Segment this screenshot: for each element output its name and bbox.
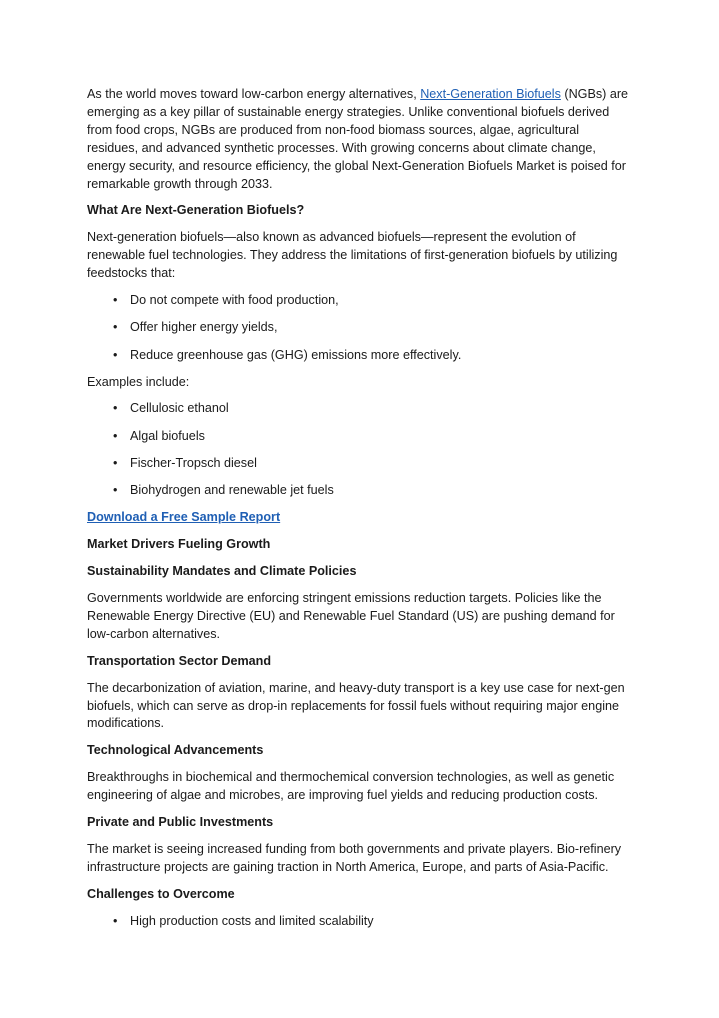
intro-text-end: (NGBs) are emerging as a key pillar of sustainable energy strategies. Unlike conventional biofuels derived from food crops, NGBs are produced from non-food biomass sources, algae, agricultural residues, and advanced synthetic processes. With growing concerns about climate change, energy security, and resource efficiency, the global Next-Generation Biofuels Market is poised for remarkable growth through 2033. <box>87 87 629 191</box>
bullet-icon: • <box>113 428 118 443</box>
technology-heading: Technological Advancements <box>87 743 264 758</box>
bullet-icon: • <box>113 913 118 928</box>
list-item-text: High production costs and limited scalability <box>130 913 374 928</box>
list-item-text: Fischer-Tropsch diesel <box>130 456 257 471</box>
investments-heading: Private and Public Investments <box>87 815 274 830</box>
market-drivers-heading: Market Drivers Fueling Growth <box>87 537 271 552</box>
intro-text-start: As the world moves toward low-carbon energy alternatives, <box>87 87 421 101</box>
transportation-heading: Transportation Sector Demand <box>87 653 272 668</box>
list-item <box>87 347 632 365</box>
bullet-icon: • <box>113 401 118 416</box>
investments-paragraph: The market is seeing increased funding from both governments and private players. Bio-refinery infrastructure projects are gaining traction in North America, Europe, and parts of Asia-Pacific. <box>87 841 622 874</box>
bullet-icon: • <box>113 293 118 308</box>
sustainability-heading: Sustainability Mandates and Climate Policies <box>87 564 357 579</box>
what-are-paragraph: Next-generation biofuels—also known as advanced biofuels—represent the evolution of renewable fuel technologies. They address the limitations of first-generation biofuels by utilizing feedstocks that: <box>87 230 618 281</box>
list-item <box>87 455 632 473</box>
technology-paragraph: Breakthroughs in biochemical and thermochemical conversion technologies, as well as genetic engineering of algae and microbes, are improving fuel yields and reducing production costs. <box>87 770 615 803</box>
challenges-bullet-list <box>87 913 632 931</box>
sustainability-paragraph: Governments worldwide are enforcing stringent emissions reduction targets. Policies like the Renewable Energy Directive (EU) and Renewable Fuel Standard (US) are pushing demand for low-carbon alternatives. <box>87 590 615 641</box>
feedstock-bullet-list <box>87 292 632 365</box>
bullet-icon: • <box>113 456 118 471</box>
list-item <box>87 482 632 500</box>
next-generation-biofuels-link[interactable]: Next-Generation Biofuels <box>420 87 561 101</box>
download-paragraph <box>87 509 632 527</box>
list-item-text: Offer higher energy yields, <box>130 320 278 335</box>
bullet-icon: • <box>113 347 118 362</box>
bullet-icon: • <box>113 483 118 498</box>
bullet-icon: • <box>113 320 118 335</box>
list-item <box>87 292 632 310</box>
list-item <box>87 400 632 418</box>
list-item <box>87 319 632 337</box>
list-item <box>87 428 632 446</box>
intro-paragraph <box>87 86 632 193</box>
examples-intro: Examples include: <box>87 374 190 389</box>
what-are-heading: What Are Next-Generation Biofuels? <box>87 203 305 218</box>
list-item-text: Biohydrogen and renewable jet fuels <box>130 483 334 498</box>
list-item-text: Cellulosic ethanol <box>130 401 229 416</box>
list-item <box>87 913 632 931</box>
document-page <box>87 86 632 940</box>
list-item-text: Algal biofuels <box>130 428 205 443</box>
list-item-text: Do not compete with food production, <box>130 293 339 308</box>
examples-bullet-list <box>87 400 632 500</box>
download-sample-report-link[interactable]: Download a Free Sample Report <box>87 510 281 525</box>
challenges-heading: Challenges to Overcome <box>87 886 235 901</box>
list-item-text: Reduce greenhouse gas (GHG) emissions more effectively. <box>130 347 462 362</box>
transportation-paragraph: The decarbonization of aviation, marine, and heavy-duty transport is a key use case for next-gen biofuels, which can serve as drop-in replacements for fossil fuels without requiring major engine modifications. <box>87 680 625 731</box>
